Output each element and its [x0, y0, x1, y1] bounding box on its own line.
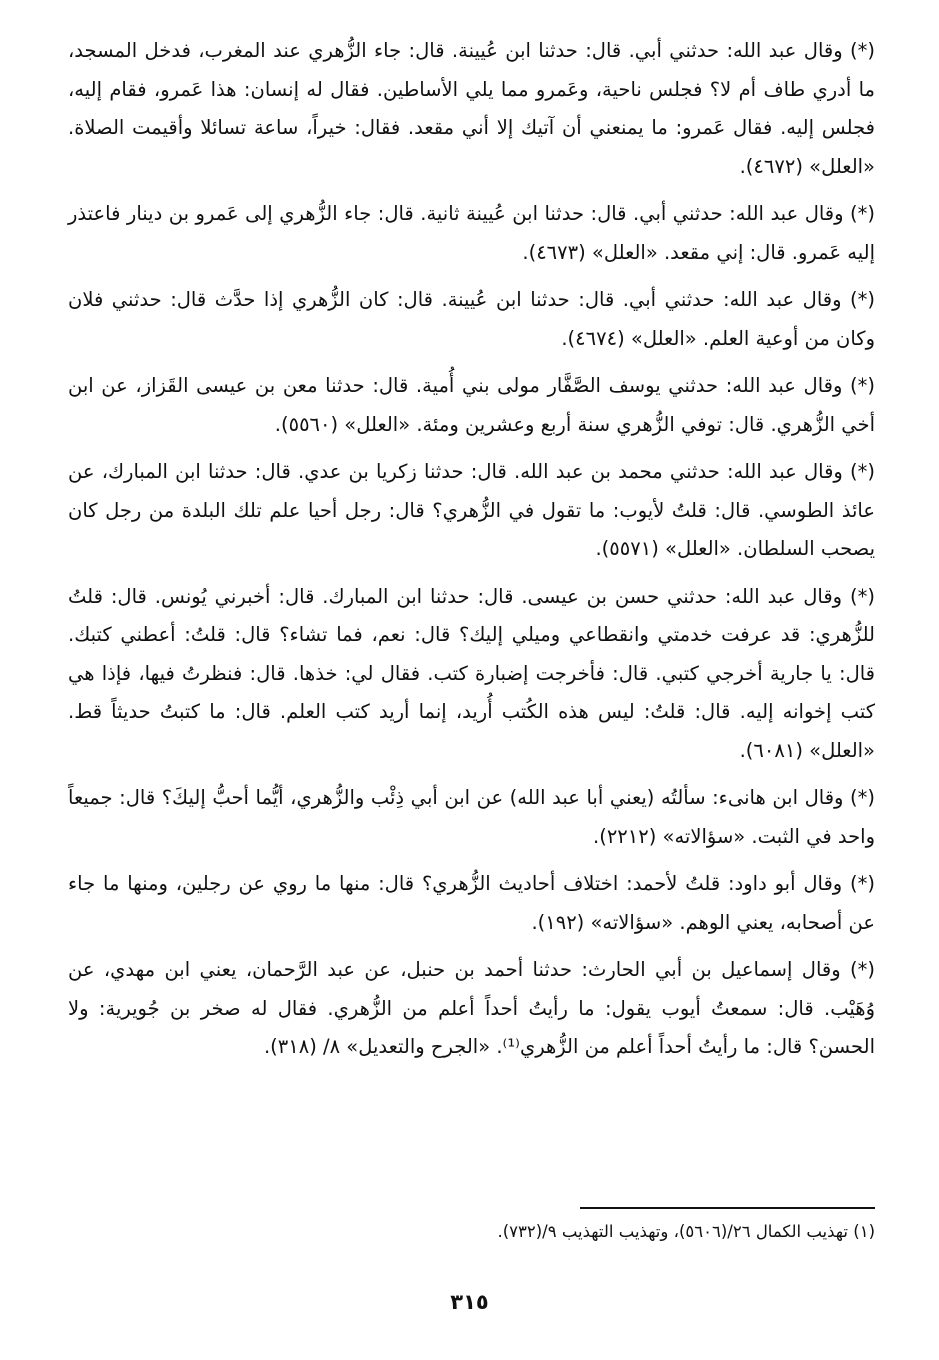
footnote-divider: [580, 1207, 875, 1209]
page-body: [68, 32, 875, 1076]
narration-entry: (*) وقال عبد الله: حدثني أبي. قال: حدثنا ابن عُيينة. قال: كان الزُّهري إذا حدَّث قال: حدثني فلان وكان من أوعية العلم. «العلل» (٤٦٧٤).: [68, 288, 875, 350]
narration-entry: (*) وقال عبد الله: حدثني حسن بن عيسى. قال: حدثنا ابن المبارك. قال: أخبرني يُونس. قال: قلتُ للزُّهري: قد عرفت خدمتي وانقطاعي وميلي إليك؟ قال: نعم، فما تشاء؟ قال: قلتُ: أعطني كتبك. قال: يا جارية أخرجي كتبي. قال: فأخرجت إضبارة كتب. فقال لي: خذها. قال: فنظرتُ فيها، فإذا هي كتب إخوانه إليه. قال: قلتُ: ليس هذه الكُتب أُريد، إنما أريد كتب العلم. قال: ما كتبتُ حديثاً قط. «العلل» (٦٠٨١).: [68, 584, 875, 762]
narration-entry: (*) وقال عبد الله: حدثني أبي. قال: حدثنا ابن عُيينة. قال: جاء الزُّهري عند المغرب، فدخل المسجد، ما أدري طاف أم لا؟ فجلس ناحية، وعَمرو مما يلي الأساطين. فقال له إنسان: هذا عَمرو، فقام إليه، فجلس إليه. فقال عَمرو: ما يمنعني أن آتيك إلا أني مقعد. فقال: خيراً، ساعة تسائلا وأقيمت الصلاة. «العلل» (٤٦٧٢).: [68, 39, 875, 178]
narration-entry: (*) وقال ابن هانىء: سألتُه (يعني أبا عبد الله) عن ابن أبي ذِئْب والزُّهري، أيُّما أحبُّ إليكَ؟ قال: جميعاً واحد في الثبت. «سؤالاته» (٢٢١٢).: [68, 786, 875, 848]
narration-entry: (*) وقال إسماعيل بن أبي الحارث: حدثنا أحمد بن حنبل، عن عبد الرَّحمان، يعني ابن مهدي، عن وُهَيْب. قال: سمعتُ أيوب يقول: ما رأيتُ أحداً أعلم من الزُّهري. فقال له صخر بن جُويرية: ولا الحسن؟ قال: ما رأيتُ أحداً أعلم من الزُّهري⁽¹⁾. «الجرح والتعديل» ٨/ (٣١٨).: [68, 958, 875, 1058]
narration-entry: (*) وقال أبو داود: قلتُ لأحمد: اختلاف أحاديث الزُّهري؟ قال: منها ما روي عن رجلين، ومنها ما جاء عن أصحابه، يعني الوهم. «سؤالاته» (١٩٢).: [68, 872, 875, 934]
footnote: (١) تهذيب الكمال ٢٦/(٥٦٠٦)، وتهذيب التهذيب ٩/(٧٣٢).: [497, 1222, 875, 1241]
narration-entry: (*) وقال عبد الله: حدثني أبي. قال: حدثنا ابن عُيينة ثانية. قال: جاء الزُّهري إلى عَمرو بن دينار فاعتذر إليه عَمرو. قال: إني مقعد. «العلل» (٤٦٧٣).: [68, 202, 875, 264]
page-number: ٣١٥: [450, 1290, 489, 1314]
narration-entry: (*) وقال عبد الله: حدثني محمد بن عبد الله. قال: حدثنا زكريا بن عدي. قال: حدثنا ابن المبارك، عن عائذ الطوسي. قال: قلتُ لأيوب: ما تقول في الزُّهري؟ قال: رجل أحيا علم تلك البلدة من رجل كان يصحب السلطان. «العلل» (٥٥٧١).: [68, 460, 875, 560]
narration-entry: (*) وقال عبد الله: حدثني يوسف الصَّفَّار مولى بني أُمية. قال: حدثنا معن بن عيسى القَزاز، عن ابن أخي الزُّهري. قال: توفي الزُّهري سنة أربع وعشرين ومئة. «العلل» (٥٥٦٠).: [68, 374, 875, 436]
